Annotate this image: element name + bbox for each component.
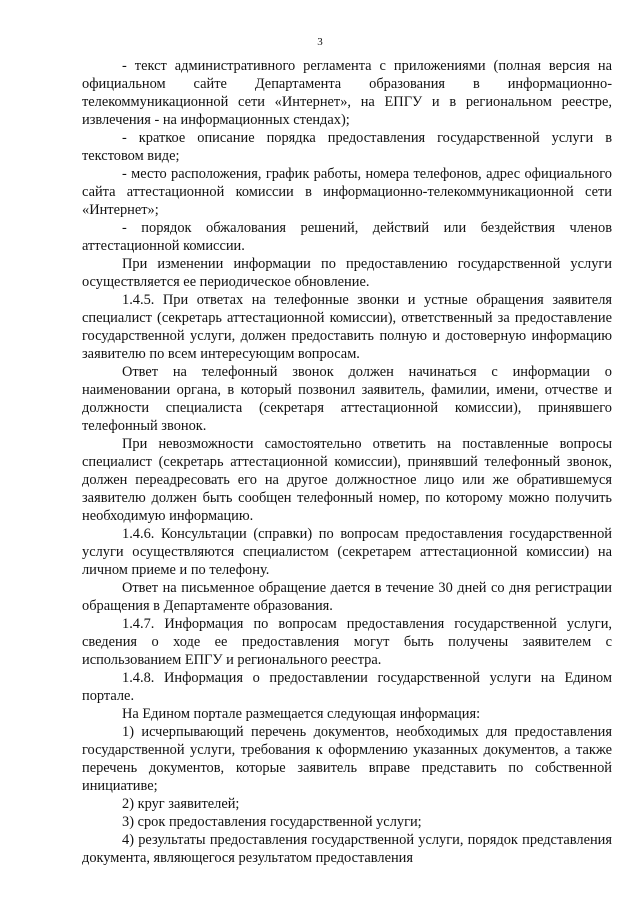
paragraph: 1) исчерпывающий перечень документов, необходимых для предоставления государственной услуги, требования к оформлению указанных документов, а также перечень документов, которые заявитель вправе представить по собственной инициативе; [82,724,612,794]
paragraph: 1.4.5. При ответах на телефонные звонки и устные обращения заявителя специалист (секретарь аттестационной комиссии), ответственный за предоставление государственной услуги, должен предоставить полную и достоверную информацию заявителю по всем интересующим вопросам. [82,292,612,362]
paragraph: Ответ на письменное обращение дается в течение 30 дней со дня регистрации обращения в Департаменте образования. [82,580,612,614]
paragraph: 1.4.6. Консультации (справки) по вопросам предоставления государственной услуги осуществляются специалистом (секретарем аттестационной комиссии) на личном приеме и по телефону. [82,526,612,578]
paragraph: Ответ на телефонный звонок должен начинаться с информации о наименовании органа, в который позвонил заявитель, фамилии, имени, отчестве и должности специалиста (секретаря аттестационной комиссии), принявшего телефонный звонок. [82,364,612,434]
paragraph: - текст административного регламента с приложениями (полная версия на официальном сайте Департамента образования в информационно-телекоммуникационной сети «Интернет», на ЕПГУ и в региональном реестре, извлечения - на информационных стендах); [82,58,612,128]
document-body [82,57,612,867]
paragraph: - краткое описание порядка предоставления государственной услуги в текстовом виде; [82,130,612,164]
paragraph: На Едином портале размещается следующая информация: [122,706,481,722]
page-number: 3 [317,36,323,48]
paragraph: При невозможности самостоятельно ответить на поставленные вопросы специалист (секретарь аттестационной комиссии), принявший телефонный звонок, должен переадресовать его на другое должностное лицо или же обратившемуся заявителю должен быть сообщен телефонный номер, по которому можно получить необходимую информацию. [82,436,612,524]
paragraph: - место расположения, график работы, номера телефонов, адрес официального сайта аттестационной комиссии в информационно-телекоммуникационной сети «Интернет»; [82,166,612,218]
paragraph: При изменении информации по предоставлению государственной услуги осуществляется ее периодическое обновление. [82,256,612,290]
paragraph: 4) результаты предоставления государственной услуги, порядок представления документа, являющегося результатом предоставления [82,832,612,866]
paragraph: - порядок обжалования решений, действий или бездействия членов аттестационной комиссии. [82,220,612,254]
paragraph: 3) срок предоставления государственной услуги; [122,814,422,830]
paragraph: 2) круг заявителей; [122,796,240,812]
paragraph: 1.4.8. Информация о предоставлении государственной услуги на Едином портале. [82,670,612,704]
paragraph: 1.4.7. Информация по вопросам предоставления государственной услуги, сведения о ходе ее предоставления могут быть получены заявителем с использованием ЕПГУ и регионального реестра. [82,616,612,668]
